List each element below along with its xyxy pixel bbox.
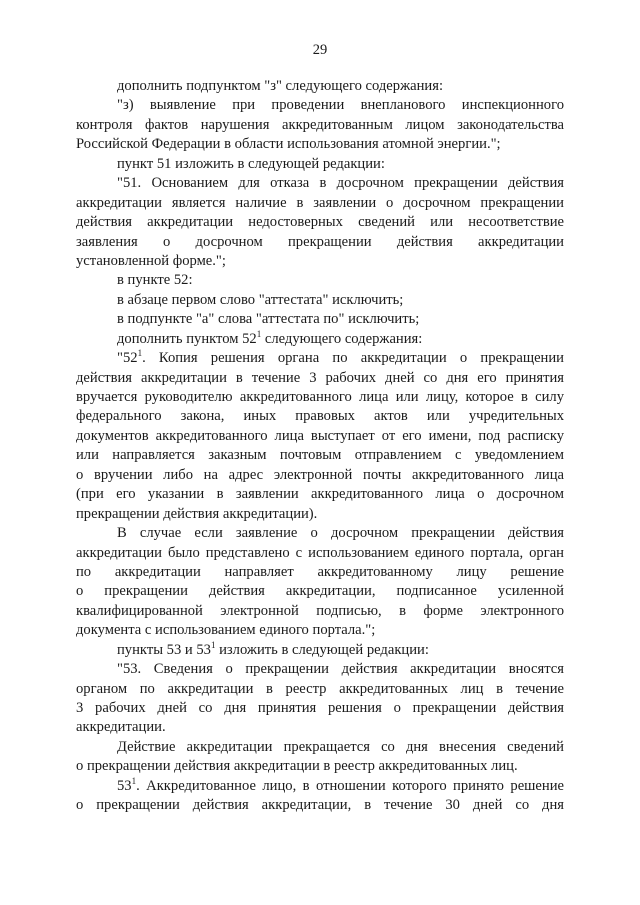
line-text: "52	[117, 350, 138, 367]
text-line	[76, 271, 564, 290]
text-line	[76, 349, 564, 368]
text-line	[76, 718, 564, 737]
page-number: 29	[312, 42, 328, 58]
line-text: Действие аккредитации прекращается со дня внесения сведений	[117, 738, 564, 755]
text-line	[76, 194, 564, 213]
line-text: Российской Федерации в области использования атомной энергии.";	[76, 136, 501, 153]
line-text: В случае если заявление о досрочном прекращении действия	[117, 525, 564, 542]
line-text: прекращении действия аккредитации).	[76, 505, 318, 522]
line-text: "53. Сведения о прекращении действия аккредитации вносятся	[117, 661, 564, 678]
text-line	[76, 291, 564, 310]
line-text-continuation: изложить в следующей редакции:	[215, 641, 429, 658]
text-line	[76, 407, 564, 426]
text-line	[76, 680, 564, 699]
text-line	[76, 757, 564, 776]
line-text-continuation: следующего содержания:	[261, 330, 423, 347]
text-line	[76, 505, 564, 524]
text-line	[76, 738, 564, 757]
text-line	[76, 446, 564, 465]
line-text: в абзаце первом слово "аттестата" исключить;	[117, 291, 404, 308]
line-text-continuation: . Аккредитованное лицо, в отношении которого принято решение	[136, 777, 564, 794]
text-line	[76, 777, 564, 796]
line-text: по аккредитации направляет аккредитованному лицу решение	[76, 563, 564, 580]
text-line	[76, 96, 564, 115]
line-text: в пункте 52:	[117, 272, 193, 289]
text-line	[76, 233, 564, 252]
text-line	[76, 310, 564, 329]
text-line	[76, 135, 564, 154]
text-line	[76, 155, 564, 174]
line-text-continuation: . Копия решения органа по аккредитации о прекращении	[142, 350, 564, 367]
line-text: или направляется заказным почтовым отправлением с уведомлением	[76, 447, 564, 464]
text-line	[76, 544, 564, 563]
line-text: "з) выявление при проведении внепланового инспекционного	[117, 97, 564, 114]
line-text: о прекращении действия аккредитации, в течение 30 дней со дня	[76, 797, 564, 814]
text-line	[76, 796, 564, 815]
text-line	[76, 524, 564, 543]
line-text: действия аккредитации в течение 3 рабочих дней со дня его принятия	[76, 369, 564, 386]
line-text: контроля фактов нарушения аккредитованным лицом законодательства	[76, 116, 564, 133]
text-line	[76, 77, 564, 96]
text-line	[76, 213, 564, 232]
line-text: 53	[117, 777, 132, 794]
text-line	[76, 602, 564, 621]
line-text: 3 рабочих дней со дня принятия решения о прекращении действия	[76, 700, 564, 716]
document-body	[76, 77, 564, 816]
line-text: документов аккредитованного лица выступает от его имени, под расписку	[76, 427, 564, 444]
text-line	[76, 485, 564, 504]
superscript-index: 1	[131, 775, 137, 786]
text-line	[76, 641, 564, 660]
line-text: федерального закона, иных правовых актов или учредительных	[76, 408, 564, 425]
text-line	[76, 466, 564, 485]
superscript-index: 1	[137, 348, 143, 359]
text-line	[76, 582, 564, 601]
line-text: (при его указании в заявлении аккредитованного лица о досрочном	[76, 486, 564, 503]
text-line	[76, 699, 564, 718]
text-line	[76, 252, 564, 271]
line-text: дополнить пунктом 52	[117, 330, 257, 347]
line-text: органом по аккредитации в реестр аккредитованных лиц в течение	[76, 680, 564, 697]
text-line	[76, 427, 564, 446]
line-text: дополнить подпунктом "з" следующего содержания:	[117, 78, 444, 94]
line-text: пункт 51 изложить в следующей редакции:	[117, 155, 385, 172]
line-text: квалифицированной электронной подписью, в форме электронного	[76, 602, 564, 619]
line-text: заявления о досрочном прекращении действия аккредитации	[76, 233, 564, 250]
line-text: аккредитации является наличие в заявлении о досрочном прекращении	[76, 194, 564, 211]
text-line	[76, 369, 564, 388]
line-text: о прекращении действия аккредитации в реестр аккредитованных лиц.	[76, 758, 518, 775]
line-text: аккредитации было представлено с использованием единого портала, орган	[76, 544, 564, 561]
line-text: "51. Основанием для отказа в досрочном прекращении действия	[117, 175, 564, 192]
line-text: действия аккредитации недостоверных сведений или несоответствие	[76, 214, 564, 231]
line-text: о вручении либо на адрес электронной почты аккредитованного лица	[76, 466, 564, 483]
line-text: документа с использованием единого портала.";	[76, 622, 376, 639]
line-text: пункты 53 и 53	[117, 641, 211, 658]
text-line	[76, 388, 564, 407]
text-line	[76, 660, 564, 679]
text-line	[76, 116, 564, 135]
line-text: вручается руководителю аккредитованного лица или лицу, которое в силу	[76, 389, 564, 405]
superscript-index: 1	[210, 639, 216, 650]
line-text: о прекращении действия аккредитации, подписанное усиленной	[76, 583, 564, 600]
line-text: в подпункте "а" слова "аттестата по" исключить;	[117, 311, 420, 328]
line-text: аккредитации.	[76, 719, 166, 736]
line-text: установленной форме.";	[76, 252, 226, 269]
superscript-index: 1	[256, 328, 262, 339]
text-line	[76, 330, 564, 349]
text-line	[76, 563, 564, 582]
text-line	[76, 174, 564, 193]
text-line	[76, 621, 564, 640]
